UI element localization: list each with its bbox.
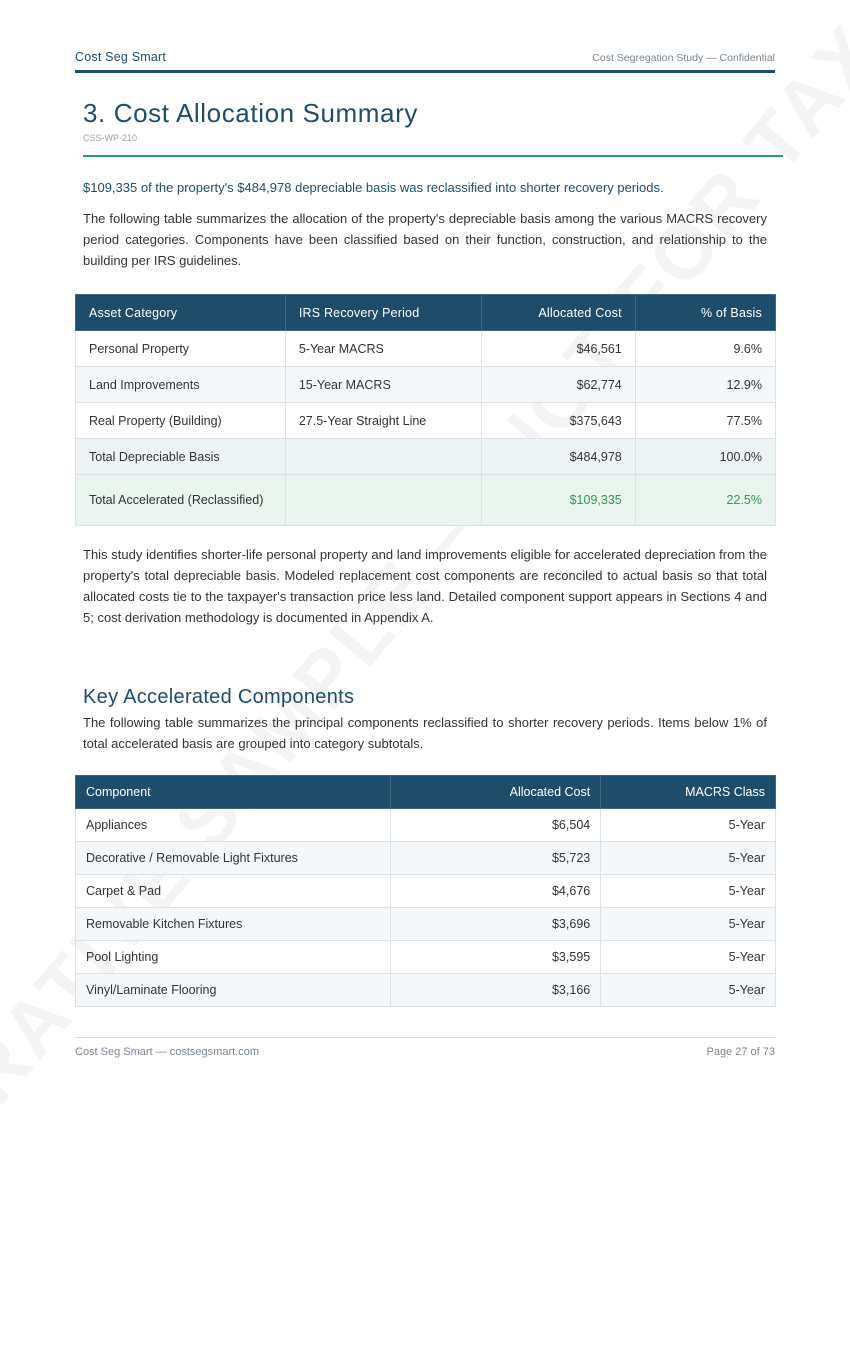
recovery-period-cell: 27.5-Year Straight Line bbox=[285, 403, 481, 439]
allocated-cost-cell: $46,561 bbox=[481, 331, 635, 367]
percent-basis-cell: 22.5% bbox=[635, 475, 775, 526]
macrs-class-cell: 5-Year bbox=[601, 974, 776, 1007]
footer-site: Cost Seg Smart — costsegsmart.com bbox=[75, 1046, 259, 1058]
components-heading: Key Accelerated Components bbox=[83, 686, 355, 708]
recovery-period-cell bbox=[285, 475, 481, 526]
asset-category-cell: Land Improvements bbox=[76, 367, 286, 403]
component-cell: Vinyl/Laminate Flooring bbox=[76, 974, 391, 1007]
components-table-header bbox=[76, 776, 776, 809]
table-row bbox=[76, 941, 776, 974]
allocated-cost-cell: $375,643 bbox=[481, 403, 635, 439]
percent-basis-cell: 100.0% bbox=[635, 439, 775, 475]
table-row bbox=[76, 809, 776, 842]
asset-category-cell: Total Depreciable Basis bbox=[76, 439, 286, 475]
component-cell: Decorative / Removable Light Fixtures bbox=[76, 842, 391, 875]
recovery-period-cell: 15-Year MACRS bbox=[285, 367, 481, 403]
allocated-cost-cell: $3,166 bbox=[390, 974, 601, 1007]
macrs-class-cell: 5-Year bbox=[601, 809, 776, 842]
table-row bbox=[76, 908, 776, 941]
accelerated-total-row bbox=[76, 475, 776, 526]
table-row bbox=[76, 367, 776, 403]
study-note-paragraph: This study identifies shorter-life personal property and land improvements eligible for accelerated depreciation from the property's total depreciable basis. Modeled replacement cost components are reconciled to actual basis so that total allocated costs tie to the taxpayer's transaction price less land. Detailed component support appears in Sections 4 and 5; cost derivation methodology is documented in Appendix A. bbox=[83, 547, 767, 625]
page-title: 3. Cost Allocation Summary bbox=[83, 98, 418, 128]
allocation-table-header bbox=[76, 295, 776, 331]
intro-paragraph: The following table summarizes the allocation of the property's depreciable basis among the various MACRS recovery period categories. Components have been classified based on their function, construction, and relationship to the building per IRS guidelines. bbox=[83, 211, 767, 268]
column-header-asset-category: Asset Category bbox=[76, 295, 286, 331]
table-row bbox=[76, 331, 776, 367]
percent-basis-cell: 77.5% bbox=[635, 403, 775, 439]
title-divider bbox=[83, 155, 783, 157]
asset-category-cell: Total Accelerated (Reclassified) bbox=[76, 475, 286, 526]
percent-basis-cell: 9.6% bbox=[635, 331, 775, 367]
allocated-cost-cell: $5,723 bbox=[390, 842, 601, 875]
column-header-allocated-cost: Allocated Cost bbox=[390, 776, 601, 809]
column-header-recovery-period: IRS Recovery Period bbox=[285, 295, 481, 331]
page-header bbox=[75, 48, 775, 73]
document-id: CSS-WP-210 bbox=[83, 133, 138, 143]
components-intro-paragraph: The following table summarizes the principal components reclassified to shorter recovery periods. Items below 1% of total accelerated basis are grouped into category subtotals. bbox=[83, 715, 767, 751]
components-table bbox=[75, 775, 776, 1007]
allocated-cost-cell: $4,676 bbox=[390, 875, 601, 908]
macrs-class-cell: 5-Year bbox=[601, 941, 776, 974]
component-cell: Pool Lighting bbox=[76, 941, 391, 974]
confidential-label: Cost Segregation Study — Confidential bbox=[592, 52, 775, 64]
table-row bbox=[76, 403, 776, 439]
component-cell: Removable Kitchen Fixtures bbox=[76, 908, 391, 941]
table-row bbox=[76, 974, 776, 1007]
column-header-component: Component bbox=[76, 776, 391, 809]
asset-category-cell: Real Property (Building) bbox=[76, 403, 286, 439]
section-title-block bbox=[83, 98, 783, 143]
recovery-period-cell: 5-Year MACRS bbox=[285, 331, 481, 367]
allocated-cost-cell: $62,774 bbox=[481, 367, 635, 403]
column-header-allocated-cost: Allocated Cost bbox=[481, 295, 635, 331]
macrs-class-cell: 5-Year bbox=[601, 842, 776, 875]
page-number: Page 27 of 73 bbox=[706, 1046, 775, 1058]
allocation-table bbox=[75, 294, 776, 526]
column-header-macrs-class: MACRS Class bbox=[601, 776, 776, 809]
table-row bbox=[76, 842, 776, 875]
percent-basis-cell: 12.9% bbox=[635, 367, 775, 403]
allocated-cost-cell: $3,595 bbox=[390, 941, 601, 974]
asset-category-cell: Personal Property bbox=[76, 331, 286, 367]
page-footer bbox=[75, 1037, 775, 1058]
macrs-class-cell: 5-Year bbox=[601, 875, 776, 908]
table-row bbox=[76, 875, 776, 908]
allocated-cost-cell: $6,504 bbox=[390, 809, 601, 842]
allocated-cost-cell: $3,696 bbox=[390, 908, 601, 941]
component-cell: Appliances bbox=[76, 809, 391, 842]
column-header-percent-basis: % of Basis bbox=[635, 295, 775, 331]
brand-name: Cost Seg Smart bbox=[75, 50, 167, 64]
macrs-class-cell: 5-Year bbox=[601, 908, 776, 941]
recovery-period-cell bbox=[285, 439, 481, 475]
total-row bbox=[76, 439, 776, 475]
component-cell: Carpet & Pad bbox=[76, 875, 391, 908]
allocated-cost-cell: $109,335 bbox=[481, 475, 635, 526]
lead-summary: $109,335 of the property's $484,978 depreciable basis was reclassified into shorter recovery periods. bbox=[83, 180, 664, 195]
allocated-cost-cell: $484,978 bbox=[481, 439, 635, 475]
